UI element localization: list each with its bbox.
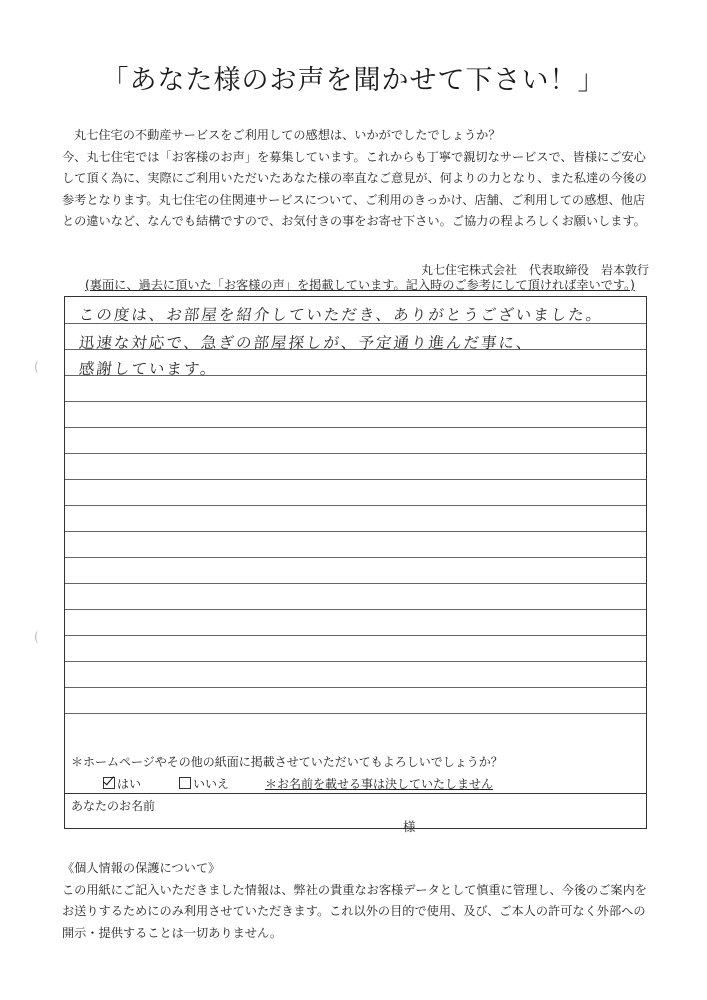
consent-yes-option[interactable]: [103, 775, 141, 792]
ruled-line: [65, 635, 646, 636]
privacy-heading: 《個人情報の保護について》: [62, 861, 221, 875]
ruled-line: [65, 453, 646, 454]
ruled-line: [65, 427, 646, 428]
reference-notice-text: (裏面に、過去に頂いた「お客様の声」を掲載しています。記入時のご参考にして頂ければ幸いです。): [85, 278, 635, 292]
intro-line: 今、丸七住宅では「お客様のお声」を募集しています。これからも丁寧で親切なサービスで、皆様にご安心: [62, 149, 646, 164]
punch-mark: (: [34, 630, 39, 644]
privacy-line: お送りするためにのみ利用させていただきます。これ以外の目的で使用、及び、ご本人の許可なく外部への: [62, 904, 646, 918]
ruled-line: [65, 713, 646, 714]
punch-mark: (: [34, 360, 39, 374]
ruled-line: [65, 479, 646, 480]
feedback-form: [64, 296, 647, 834]
page-title: 「あなた様のお声を聞かせて下さい！」: [101, 65, 606, 96]
ruled-line: [65, 661, 646, 662]
name-suffix: 様: [403, 819, 416, 834]
divider: [65, 793, 646, 794]
consent-no-option[interactable]: [179, 775, 229, 792]
checkbox-icon[interactable]: [179, 777, 191, 789]
intro-line: 参考となります。丸七住宅の住関連サービスについて、ご利用のきっかけ、店舗、ご利用しての感想、他店: [62, 192, 646, 207]
ruled-line: [65, 505, 646, 506]
privacy-section: [62, 858, 662, 944]
intro-line: 丸七住宅の不動産サービスをご利用しての感想は、いかがでしたでしょうか？: [74, 128, 501, 142]
handwritten-line: この度は、お部屋を紹介していただき、ありがとうございました。: [77, 306, 605, 324]
intro-text: [62, 125, 662, 233]
name-privacy-note: ＊お名前を載せる事は決していたしません: [265, 777, 494, 791]
handwritten-line: 感謝しています。: [77, 360, 219, 378]
intro-line: して頂く為に、実際にご利用いただいたあなた様の率直なご意見が、何よりの力となり、また私達の今後の: [62, 171, 647, 185]
ruled-line: [65, 531, 646, 532]
handwritten-line: 迅速な対応で、急ぎの部屋探しが、予定通り進んだ事に、: [77, 334, 535, 352]
privacy-line: この用紙にご記入いただきました情報は、弊社の貴重なお客様データとして慎重に管理し、今後のご案内を: [62, 882, 647, 897]
privacy-line: 開示・提供することは一切ありません。: [62, 925, 283, 940]
checkbox-checked-icon[interactable]: [103, 777, 115, 789]
consent-yes-label: はい: [117, 777, 142, 791]
ruled-line: [65, 687, 646, 688]
name-field-label: あなたのお名前: [71, 799, 156, 813]
intro-line: との違いなど、なんでも結構ですので、お気付きの事をお寄せ下さい。ご協力の程よろしくお願いします。: [62, 214, 646, 228]
consent-question: ＊ホームページやその他の紙面に掲載させていただいてもよろしいでしょうか？: [71, 755, 503, 769]
consent-no-label: いいえ: [193, 777, 230, 791]
reference-notice: [85, 276, 635, 293]
ruled-line: [65, 557, 646, 558]
ruled-line: [65, 401, 646, 402]
company-signature: 丸七住宅株式会社 代表取締役 岩本敦行: [420, 263, 649, 277]
ruled-line: [65, 609, 646, 610]
ruled-line: [65, 583, 646, 584]
